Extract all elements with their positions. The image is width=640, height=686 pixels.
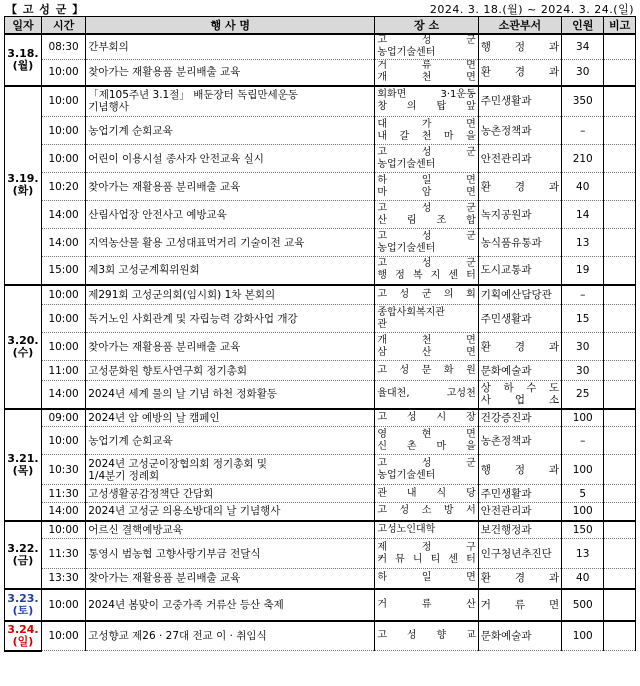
note-cell (604, 285, 636, 305)
date-label: 3.24. (7, 622, 39, 636)
people-cell: 19 (562, 257, 604, 285)
time-cell: 10:00 (41, 117, 85, 145)
note-cell (604, 60, 636, 86)
people-cell: 100 (562, 455, 604, 485)
weekday-label: (화) (12, 184, 34, 197)
table-row (5, 621, 636, 651)
time-cell: 11:00 (41, 361, 85, 381)
event-cell: 제291회 고성군의회(임시회) 1차 본회의 (86, 285, 375, 305)
dept-cell: 환 경 과 (478, 60, 561, 86)
date-cell (5, 34, 42, 86)
date-cell (5, 409, 42, 521)
table-row (5, 427, 636, 455)
dept-cell: 행 정 과 (478, 455, 561, 485)
event-cell: 2024년 세계 물의 날 기념 하천 정화활동 (86, 381, 375, 409)
people-cell: – (562, 285, 604, 305)
dept-cell: 기획예산담당관 (478, 285, 561, 305)
dept-cell: 녹지공원과 (478, 201, 561, 229)
time-cell: 10:00 (41, 285, 85, 305)
table-row (5, 539, 636, 569)
place-cell: 회화면 3·1운동 창 의 탑 앞 (375, 86, 478, 117)
note-cell (604, 589, 636, 621)
weekday-label: (금) (12, 553, 34, 567)
dept-cell: 농식품유통과 (478, 229, 561, 257)
place-cell: 관 내 식 당 (375, 485, 478, 503)
time-cell: 10:00 (41, 60, 85, 86)
dept-cell: 도시교통과 (478, 257, 561, 285)
time-cell: 10:30 (41, 455, 85, 485)
place-cell: 고 성 소 방 서 (375, 503, 478, 521)
table-row (5, 503, 636, 521)
table-row (5, 569, 636, 589)
time-cell: 11:30 (41, 485, 85, 503)
date-cell (5, 621, 42, 651)
table-row (5, 361, 636, 381)
place-cell: 고 성 군 산 림 조 합 (375, 201, 478, 229)
note-cell (604, 257, 636, 285)
time-cell: 08:30 (41, 34, 85, 60)
date-label: 3.21. (7, 451, 39, 465)
note-cell (604, 34, 636, 60)
note-cell (604, 145, 636, 173)
place-cell: 종합사회복지관 관 (375, 305, 478, 333)
dept-cell: 문화예술과 (478, 621, 561, 651)
time-cell: 11:30 (41, 539, 85, 569)
date-label: 3.23. (7, 591, 39, 605)
note-cell (604, 569, 636, 589)
place-cell: 고 성 군 농업기술센터 (375, 145, 478, 173)
note-cell (604, 427, 636, 455)
people-cell: 15 (562, 305, 604, 333)
table-row (5, 117, 636, 145)
event-cell: 「제105주년 3.1절」 배둔장터 독립만세운동 기념행사 (86, 86, 375, 117)
place-cell: 고성노인대학 (375, 521, 478, 539)
place-cell: 고 성 문 화 원 (375, 361, 478, 381)
time-cell: 14:00 (41, 503, 85, 521)
people-cell: 350 (562, 86, 604, 117)
dept-cell: 문화예술과 (478, 361, 561, 381)
event-cell: 어르신 결핵예방교육 (86, 521, 375, 539)
place-cell: 고 성 군 농업기술센터 (375, 229, 478, 257)
dept-cell: 농촌정책과 (478, 427, 561, 455)
col-place: 장 소 (375, 17, 478, 35)
place-cell: 거 류 면 개 천 면 (375, 60, 478, 86)
event-cell: 찾아가는 재활용품 분리배출 교육 (86, 173, 375, 201)
col-people: 인원 (562, 17, 604, 35)
date-label: 3.20. (7, 333, 39, 347)
day-group (5, 621, 636, 651)
time-cell: 14:00 (41, 229, 85, 257)
date-label: 3.19. (7, 172, 39, 185)
people-cell: 100 (562, 409, 604, 427)
dept-cell: 농촌정책과 (478, 117, 561, 145)
time-cell: 10:00 (41, 145, 85, 173)
place-cell: 개 천 면 삼 산 면 (375, 333, 478, 361)
people-cell: 30 (562, 361, 604, 381)
table-row (5, 34, 636, 60)
event-cell: 지역농산물 활용 고성대표먹거리 기술이전 교육 (86, 229, 375, 257)
col-date: 일자 (5, 17, 42, 35)
event-cell: 산림사업장 안전사고 예방교육 (86, 201, 375, 229)
note-cell (604, 86, 636, 117)
place-cell: 하 일 면 (375, 569, 478, 589)
table-row (5, 409, 636, 427)
table-row (5, 381, 636, 409)
people-cell: 25 (562, 381, 604, 409)
people-cell: 14 (562, 201, 604, 229)
schedule-header (0, 0, 640, 16)
dept-cell: 행 정 과 (478, 34, 561, 60)
people-cell: 100 (562, 503, 604, 521)
table-row (5, 86, 636, 117)
col-time: 시간 (41, 17, 85, 35)
day-group (5, 521, 636, 589)
dept-cell: 환 경 과 (478, 333, 561, 361)
col-dept: 소관부서 (478, 17, 561, 35)
table-row (5, 201, 636, 229)
event-cell: 농업기계 순회교육 (86, 117, 375, 145)
note-cell (604, 485, 636, 503)
time-cell: 10:00 (41, 521, 85, 539)
people-cell: 34 (562, 34, 604, 60)
table-row (5, 173, 636, 201)
people-cell: – (562, 117, 604, 145)
note-cell (604, 305, 636, 333)
dept-cell: 안전관리과 (478, 145, 561, 173)
event-cell: 고성생활공감정책단 간담회 (86, 485, 375, 503)
event-cell: 찾아가는 재활용품 분리배출 교육 (86, 60, 375, 86)
people-cell: 100 (562, 621, 604, 651)
note-cell (604, 201, 636, 229)
event-cell: 간부회의 (86, 34, 375, 60)
people-cell: 13 (562, 229, 604, 257)
time-cell: 14:00 (41, 201, 85, 229)
county-label: 【 고 성 군 】 (6, 3, 85, 16)
table-row (5, 333, 636, 361)
note-cell (604, 173, 636, 201)
people-cell: 40 (562, 569, 604, 589)
table-row (5, 60, 636, 86)
place-cell: 고 성 향 교 (375, 621, 478, 651)
day-group (5, 34, 636, 86)
dept-cell: 주민생활과 (478, 86, 561, 117)
event-cell: 고성문화원 향토사연구회 정기총회 (86, 361, 375, 381)
place-cell: 고 성 군 의 회 (375, 285, 478, 305)
date-cell (5, 86, 42, 285)
table-row (5, 455, 636, 485)
table-row (5, 145, 636, 173)
day-group (5, 589, 636, 621)
time-cell: 09:00 (41, 409, 85, 427)
place-cell: 영 현 면 신 촌 마 을 (375, 427, 478, 455)
event-cell: 통영시 범농협 고향사랑기부금 전달식 (86, 539, 375, 569)
date-range: 2024. 3. 18.(월) ~ 2024. 3. 24.(일) (429, 3, 634, 16)
place-cell: 고 성 시 장 (375, 409, 478, 427)
dept-cell: 주민생활과 (478, 305, 561, 333)
event-cell: 어린이 이용시설 종사자 안전교육 실시 (86, 145, 375, 173)
dept-cell: 환 경 과 (478, 173, 561, 201)
dept-cell: 건강증진과 (478, 409, 561, 427)
event-cell: 제3회 고성군계획위원회 (86, 257, 375, 285)
dept-cell: 주민생활과 (478, 485, 561, 503)
people-cell: 500 (562, 589, 604, 621)
day-group (5, 86, 636, 285)
weekday-label: (일) (12, 634, 34, 648)
date-label: 3.22. (7, 541, 39, 555)
people-cell: 40 (562, 173, 604, 201)
time-cell: 10:00 (41, 86, 85, 117)
date-cell (5, 285, 42, 409)
time-cell: 10:00 (41, 621, 85, 651)
dept-cell: 인구청년추진단 (478, 539, 561, 569)
people-cell: 30 (562, 60, 604, 86)
header-row (5, 17, 636, 35)
time-cell: 10:00 (41, 427, 85, 455)
event-cell: 고성향교 제26 · 27대 전교 이 · 취임식 (86, 621, 375, 651)
people-cell: – (562, 427, 604, 455)
people-cell: 210 (562, 145, 604, 173)
note-cell (604, 539, 636, 569)
note-cell (604, 409, 636, 427)
event-cell: 찾아가는 재활용품 분리배출 교육 (86, 333, 375, 361)
weekday-label: (토) (12, 603, 34, 617)
weekday-label: (수) (12, 345, 34, 359)
place-cell: 거 류 산 (375, 589, 478, 621)
table-row (5, 485, 636, 503)
event-cell: 2024년 봄맞이 고중가족 거류산 등산 축제 (86, 589, 375, 621)
place-cell: 대 가 면 내 갈 천 마 을 (375, 117, 478, 145)
note-cell (604, 455, 636, 485)
dept-cell: 거 류 면 (478, 589, 561, 621)
table-row (5, 257, 636, 285)
table-row (5, 521, 636, 539)
time-cell: 15:00 (41, 257, 85, 285)
time-cell: 13:30 (41, 569, 85, 589)
table-row (5, 285, 636, 305)
people-cell: 150 (562, 521, 604, 539)
note-cell (604, 333, 636, 361)
note-cell (604, 229, 636, 257)
dept-cell: 보건행정과 (478, 521, 561, 539)
schedule-table (4, 16, 636, 652)
place-cell: 고 성 군 행 정 복 지 센 터 (375, 257, 478, 285)
table-row (5, 305, 636, 333)
place-cell: 고 성 군 농업기술센터 (375, 455, 478, 485)
note-cell (604, 381, 636, 409)
weekday-label: (목) (12, 463, 34, 477)
table-row (5, 589, 636, 621)
day-group (5, 409, 636, 521)
time-cell: 10:20 (41, 173, 85, 201)
time-cell: 10:00 (41, 305, 85, 333)
place-cell: 제 정 구 커 뮤 니 티 센 터 (375, 539, 478, 569)
event-cell: 찾아가는 재활용품 분리배출 교육 (86, 569, 375, 589)
date-cell (5, 589, 42, 621)
dept-cell: 상 하 수 도 사 업 소 (478, 381, 561, 409)
event-cell: 2024년 고성군 의용소방대의 날 기념행사 (86, 503, 375, 521)
day-group (5, 285, 636, 409)
date-label: 3.18. (7, 46, 39, 60)
place-cell: 하 일 면 마 암 면 (375, 173, 478, 201)
people-cell: 13 (562, 539, 604, 569)
note-cell (604, 621, 636, 651)
time-cell: 14:00 (41, 381, 85, 409)
weekday-label: (월) (12, 58, 34, 72)
dept-cell: 안전관리과 (478, 503, 561, 521)
table-row (5, 229, 636, 257)
event-cell: 2024년 고성군이장협의회 정기총회 및 1/4분기 정례회 (86, 455, 375, 485)
note-cell (604, 117, 636, 145)
time-cell: 10:00 (41, 333, 85, 361)
note-cell (604, 361, 636, 381)
people-cell: 30 (562, 333, 604, 361)
people-cell: 5 (562, 485, 604, 503)
event-cell: 농업기계 순회교육 (86, 427, 375, 455)
date-cell (5, 521, 42, 589)
note-cell (604, 503, 636, 521)
place-cell: 율대천, 고성천 (375, 381, 478, 409)
event-cell: 독거노인 사회관계 및 자립능력 강화사업 개강 (86, 305, 375, 333)
col-event: 행 사 명 (86, 17, 375, 35)
col-note: 비고 (604, 17, 636, 35)
time-cell: 10:00 (41, 589, 85, 621)
event-cell: 2024년 암 예방의 날 캠페인 (86, 409, 375, 427)
note-cell (604, 521, 636, 539)
dept-cell: 환 경 과 (478, 569, 561, 589)
place-cell: 고 성 군 농업기술센터 (375, 34, 478, 60)
